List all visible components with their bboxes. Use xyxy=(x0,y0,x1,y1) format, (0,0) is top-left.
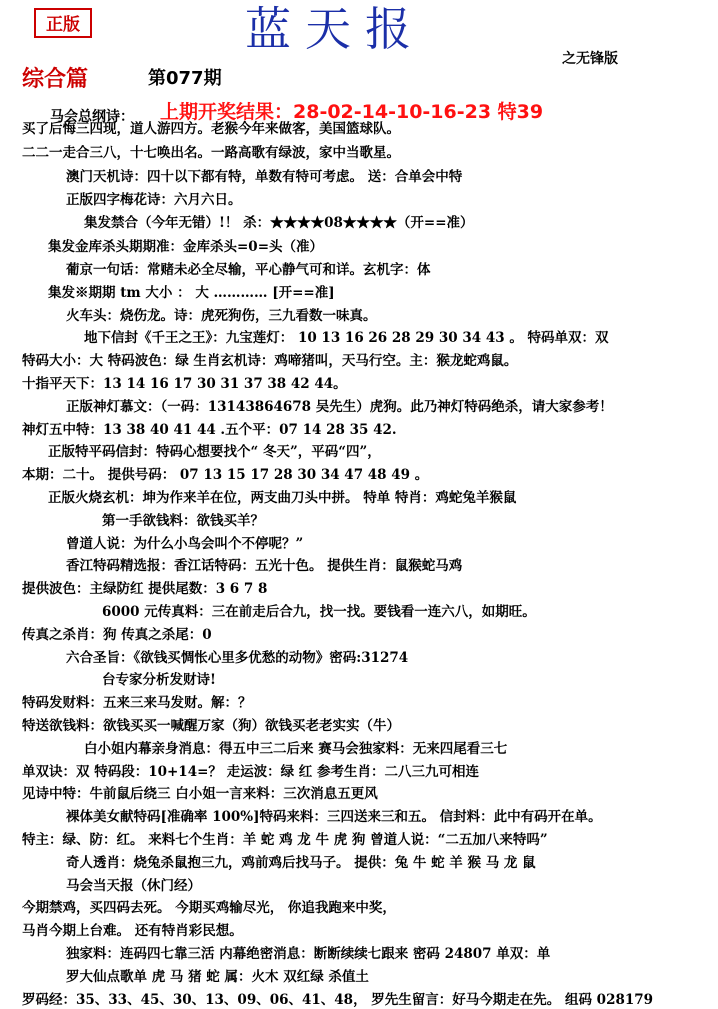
text-line: 正版神灯慕文：（一码：13143864678 吴先生）虎狗。此乃神灯特码绝杀，请大家参考！ xyxy=(66,399,613,415)
text-line: 台专家分析发财诗! xyxy=(102,672,216,688)
text-line: 买了后悔三四现，道人游四方。老猴今年来做客，美国篮球队。 xyxy=(22,121,400,137)
text-line: 今期禁鸡，买四码去死。 今期买鸡输尽光， 你追我跑来中奖， xyxy=(22,900,396,916)
text-line: 罗码经：35、33、45、30、13、09、06、41、48， 罗先生留言：好马今期走在先。 组码 028179 xyxy=(22,992,654,1008)
text-line: 马会当天报（休门经） xyxy=(66,878,201,894)
text-line: 6000 元传真料：三在前走后合九，找一找。要钱看一连六八，如期旺。 xyxy=(102,604,536,620)
text-line: 葡京一句话：常赌未必全尽输，平心静气可和详。玄机字：体 xyxy=(66,262,431,278)
last-draw-result: 上期开奖结果：28-02-14-10-16-23 特39 xyxy=(160,101,544,123)
text-line: 火车头：烧伤龙。诗：虎死狗伤，三九看数一味真。 xyxy=(66,308,377,324)
text-line: 二二一走合三八，十七唤出名。一路高歌有绿波，家中当歌星。 xyxy=(22,145,400,161)
text-line: 特主：绿、防：红。 来料七个生肖：羊 蛇 鸡 龙 牛 虎 狗 曾道人说：“二五加八来特吗” xyxy=(22,832,548,848)
text-line: 集发金库杀头期期准：金库杀头=0=头（准） xyxy=(48,239,324,255)
text-line: 澳门天机诗：四十以下都有特，单数有特可考虑。 送：合单会中特 xyxy=(66,169,463,185)
text-line: 独家料：连码四七靠三活 内幕绝密消息：断断续续七跟来 密码 24807 单双：单 xyxy=(66,946,551,962)
text-line: 特码发财料：五来三来马发财。解：？ xyxy=(22,695,252,711)
text-line: 曾道人说：为什么小鸟会叫个不停呢？” xyxy=(66,536,304,552)
text-line: 正版四字梅花诗：六月六日。 xyxy=(66,192,242,208)
edition-badge: 正版 xyxy=(34,8,92,38)
text-line: 罗大仙点歌单 虎 马 猪 蛇 属：火木 双红绿 杀值土 xyxy=(66,969,369,985)
text-line: 本期：二十。 提供号码： 07 13 15 17 28 30 34 47 48 49 。 xyxy=(22,467,429,483)
text-line: 地下信封《千王之王》：九宝莲灯： 10 13 16 26 28 29 30 34 43 。 特码单双：双 xyxy=(84,330,609,346)
edition-label: 之无锋版 xyxy=(562,51,618,67)
section-title: 综合篇 xyxy=(22,67,89,92)
text-line: 裸体美女献特码[准确率 100%]特码来料：三四送来三和五。 信封料：此中有码开在单。 xyxy=(66,809,602,825)
text-line: 提供波色：主绿防红 提供尾数：3 6 7 8 xyxy=(22,581,268,597)
newspaper-title: 蓝天报 xyxy=(245,2,425,56)
text-line: 香江特码精选报：香江话特码：五光十色。 提供生肖：鼠猴蛇马鸡 xyxy=(66,558,463,574)
text-line: 六合圣旨：《欲钱买惆怅心里多优愁的动物》密码:31274 xyxy=(66,650,409,666)
text-line: 特码大小：大 特码波色：绿 生肖玄机诗：鸡啼猪叫，天马行空。主：猴龙蛇鸡鼠。 xyxy=(22,353,518,369)
text-line: 特送欲钱料：欲钱买买一喊醒万家（狗）欲钱买老老实实（牛） xyxy=(22,718,400,734)
text-line: 十指平天下：13 14 16 17 30 31 37 38 42 44。 xyxy=(22,376,347,392)
text-line: 神灯五中特：13 38 40 41 44 .五个平：07 14 28 35 42. xyxy=(22,422,397,438)
text-line: 正版火烧玄机：坤为作来羊在位，两支曲刀头中拼。 特单 特肖：鸡蛇兔羊猴鼠 xyxy=(48,490,517,506)
issue-number: 第077期 xyxy=(148,68,222,89)
text-line: 传真之杀肖：狗 传真之杀尾：0 xyxy=(22,627,212,643)
text-line: 见诗中特：牛前鼠后绕三 白小姐一言来料：三次消息五更风 xyxy=(22,786,378,802)
text-line: 集发禁合（今年无错）!！ 杀：★★★★08★★★★（开==准） xyxy=(84,215,474,231)
summary-label: 马会总纲诗： xyxy=(50,109,134,125)
text-line: 集发※期期 tm 大小 ： 大 ………… [开==准] xyxy=(48,285,335,301)
text-line: 第一手欲钱料：欲钱买羊？ xyxy=(102,513,264,529)
text-line: 马肖今期上台难。 还有特肖彩民想。 xyxy=(22,923,243,939)
text-line: 单双诀：双 特码段：10+14=？ 走运波：绿 红 参考生肖：二八三九可相连 xyxy=(22,764,479,780)
text-line: 奇人透肖：烧兔杀鼠抱三九，鸡前鸡后找马子。 提供：兔 牛 蛇 羊 猴 马 龙 鼠 xyxy=(66,855,536,871)
text-line: 白小姐内幕亲身消息：得五中三二后来 赛马会独家料：无来四尾看三七 xyxy=(84,741,508,757)
text-line: 正版特平码信封：特码心想要找个“ 冬天”，平码“四”， xyxy=(48,444,381,460)
